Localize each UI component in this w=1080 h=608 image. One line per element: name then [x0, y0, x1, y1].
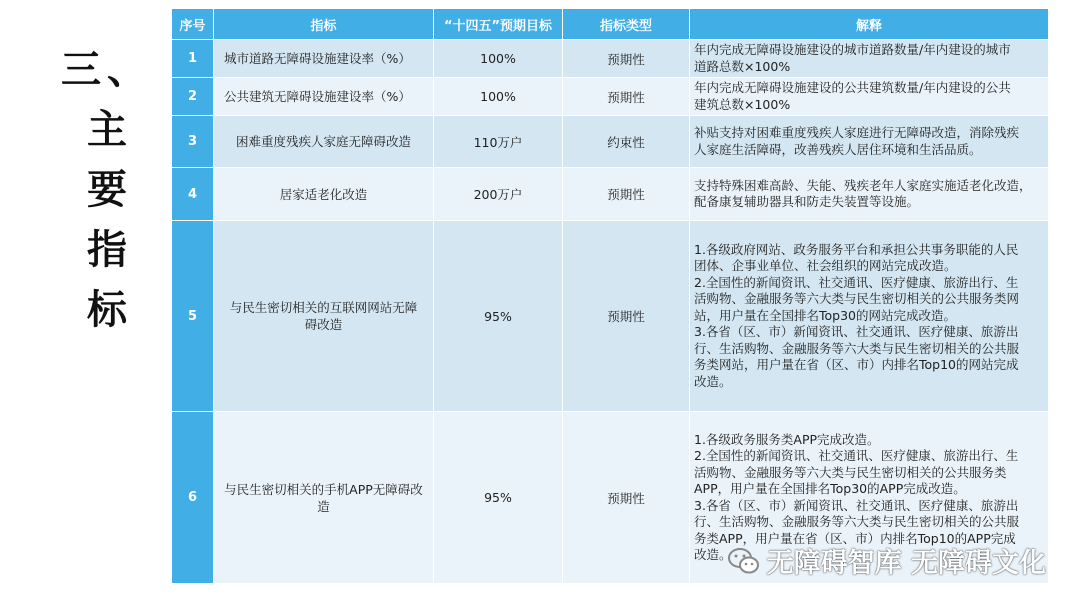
table-row [172, 116, 1049, 168]
table-row [172, 221, 1049, 412]
row-number: 5 [172, 221, 214, 412]
row-indicator: 与民生密切相关的手机APP无障碍改造 [214, 412, 434, 584]
row-indicator: 城市道路无障碍设施建设率（%） [214, 40, 434, 78]
row-explanation [690, 116, 1049, 168]
explanation-line: 团体、企事业单位、社会组织的网站完成改造。 [694, 258, 957, 274]
row-number: 2 [172, 78, 214, 116]
wechat-icon [727, 546, 761, 576]
header-target: “十四五”预期目标 [434, 9, 563, 40]
explanation-line: 年内完成无障碍设施建设的城市道路数量/年内建设的城市 [694, 42, 1011, 57]
side-title-char: 指 [87, 226, 127, 273]
explanation-line: 支持特殊困难高龄、失能、残疾老年人家庭实施适老化改造， [694, 177, 1032, 193]
row-indicator: 公共建筑无障碍设施建设率（%） [214, 78, 434, 116]
explanation-line: 1.各级政府网站、政务服务平台和承担公共事务职能的人民 [694, 241, 1019, 257]
explanation-line: 2.全国性的新闻资讯、社交通讯、医疗健康、旅游出行、生 [694, 274, 1019, 290]
explanation-line: 务类APP，用户量在省（区、市）内排名Top10的APP完成 [694, 530, 1016, 546]
explanation-line: APP，用户量在全国排名Top30的APP完成改造。 [694, 481, 966, 496]
row-target: 110万户 [434, 116, 563, 168]
watermark-text: 无障碍智库 无障碍文化 [766, 548, 1046, 579]
explanation-line: 人家庭生活障碍，改善残疾人居住环境和生活品质。 [694, 141, 982, 157]
row-number: 1 [172, 40, 214, 78]
row-type: 预期性 [563, 78, 690, 116]
explanation-line: 活购物、金融服务等六大类与民生密切相关的公共服务类 [694, 464, 1007, 480]
row-indicator: 与民生密切相关的互联网网站无障碍改造 [214, 221, 434, 412]
explanation-line: 补贴支持对困难重度残疾人家庭进行无障碍改造，消除残疾 [694, 125, 1020, 140]
explanation-line: 行、生活购物、金融服务等六大类与民生密切相关的公共服 [694, 514, 1020, 529]
row-number: 4 [172, 168, 214, 221]
explanation-line: 改造。 [694, 373, 732, 389]
row-target: 95% [434, 221, 563, 412]
table-row [172, 168, 1049, 221]
side-title-char: 主 [87, 106, 127, 153]
table-header-row [172, 9, 1049, 40]
row-explanation [690, 40, 1049, 78]
row-explanation [690, 221, 1049, 412]
row-target: 200万户 [434, 168, 563, 221]
explanation-line: 2.全国性的新闻资讯、社交通讯、医疗健康、旅游出行、生 [694, 448, 1019, 463]
row-type: 预期性 [563, 221, 690, 412]
side-title-char: 标 [87, 286, 127, 333]
table-row [172, 40, 1049, 78]
table-row [172, 78, 1049, 116]
header-explanation: 解释 [690, 9, 1049, 40]
explanation-line: 年内完成无障碍设施建设的公共建筑数量/年内建设的公共 [694, 80, 1011, 95]
header-type: 指标类型 [563, 9, 690, 40]
row-number: 3 [172, 116, 214, 168]
row-type: 预期性 [563, 412, 690, 584]
explanation-line: 1.各级政务服务类APP完成改造。 [694, 431, 880, 447]
row-explanation [690, 168, 1049, 221]
side-title-char: 三、 [61, 46, 153, 93]
explanation-line: 站，用户量在全国排名Top30的网站完成改造。 [694, 307, 957, 323]
explanation-line: 配备康复辅助器具和防走失装置等设施。 [694, 194, 920, 209]
explanation-line: 务类网站，用户量在省（区、市）内排名Top10的网站完成 [694, 357, 1019, 373]
row-type: 约束性 [563, 116, 690, 168]
row-indicator: 居家适老化改造 [214, 168, 434, 221]
row-explanation [690, 78, 1049, 116]
indicator-table [171, 8, 1049, 584]
header-no: 序号 [172, 9, 214, 40]
row-target: 95% [434, 412, 563, 584]
explanation-line: 3.各省（区、市）新闻资讯、社交通讯、医疗健康、旅游出 [694, 324, 1019, 340]
side-title-char: 要 [87, 166, 127, 213]
watermark [727, 541, 1046, 580]
explanation-line: 道路总数×100% [694, 58, 791, 74]
row-type: 预期性 [563, 40, 690, 78]
row-type: 预期性 [563, 168, 690, 221]
row-indicator: 困难重度残疾人家庭无障碍改造 [214, 116, 434, 168]
explanation-line: 活购物、金融服务等六大类与民生密切相关的公共服务类网 [694, 291, 1020, 307]
explanation-line: 建筑总数×100% [694, 96, 791, 112]
explanation-line: 行、生活购物、金融服务等六大类与民生密切相关的公共服 [694, 340, 1020, 356]
explanation-line: 改造。 [694, 547, 732, 562]
header-indicator: 指标 [214, 9, 434, 40]
row-number: 6 [172, 412, 214, 584]
row-target: 100% [434, 40, 563, 78]
row-target: 100% [434, 78, 563, 116]
explanation-line: 3.各省（区、市）新闻资讯、社交通讯、医疗健康、旅游出 [694, 497, 1019, 513]
side-title [52, 40, 162, 340]
